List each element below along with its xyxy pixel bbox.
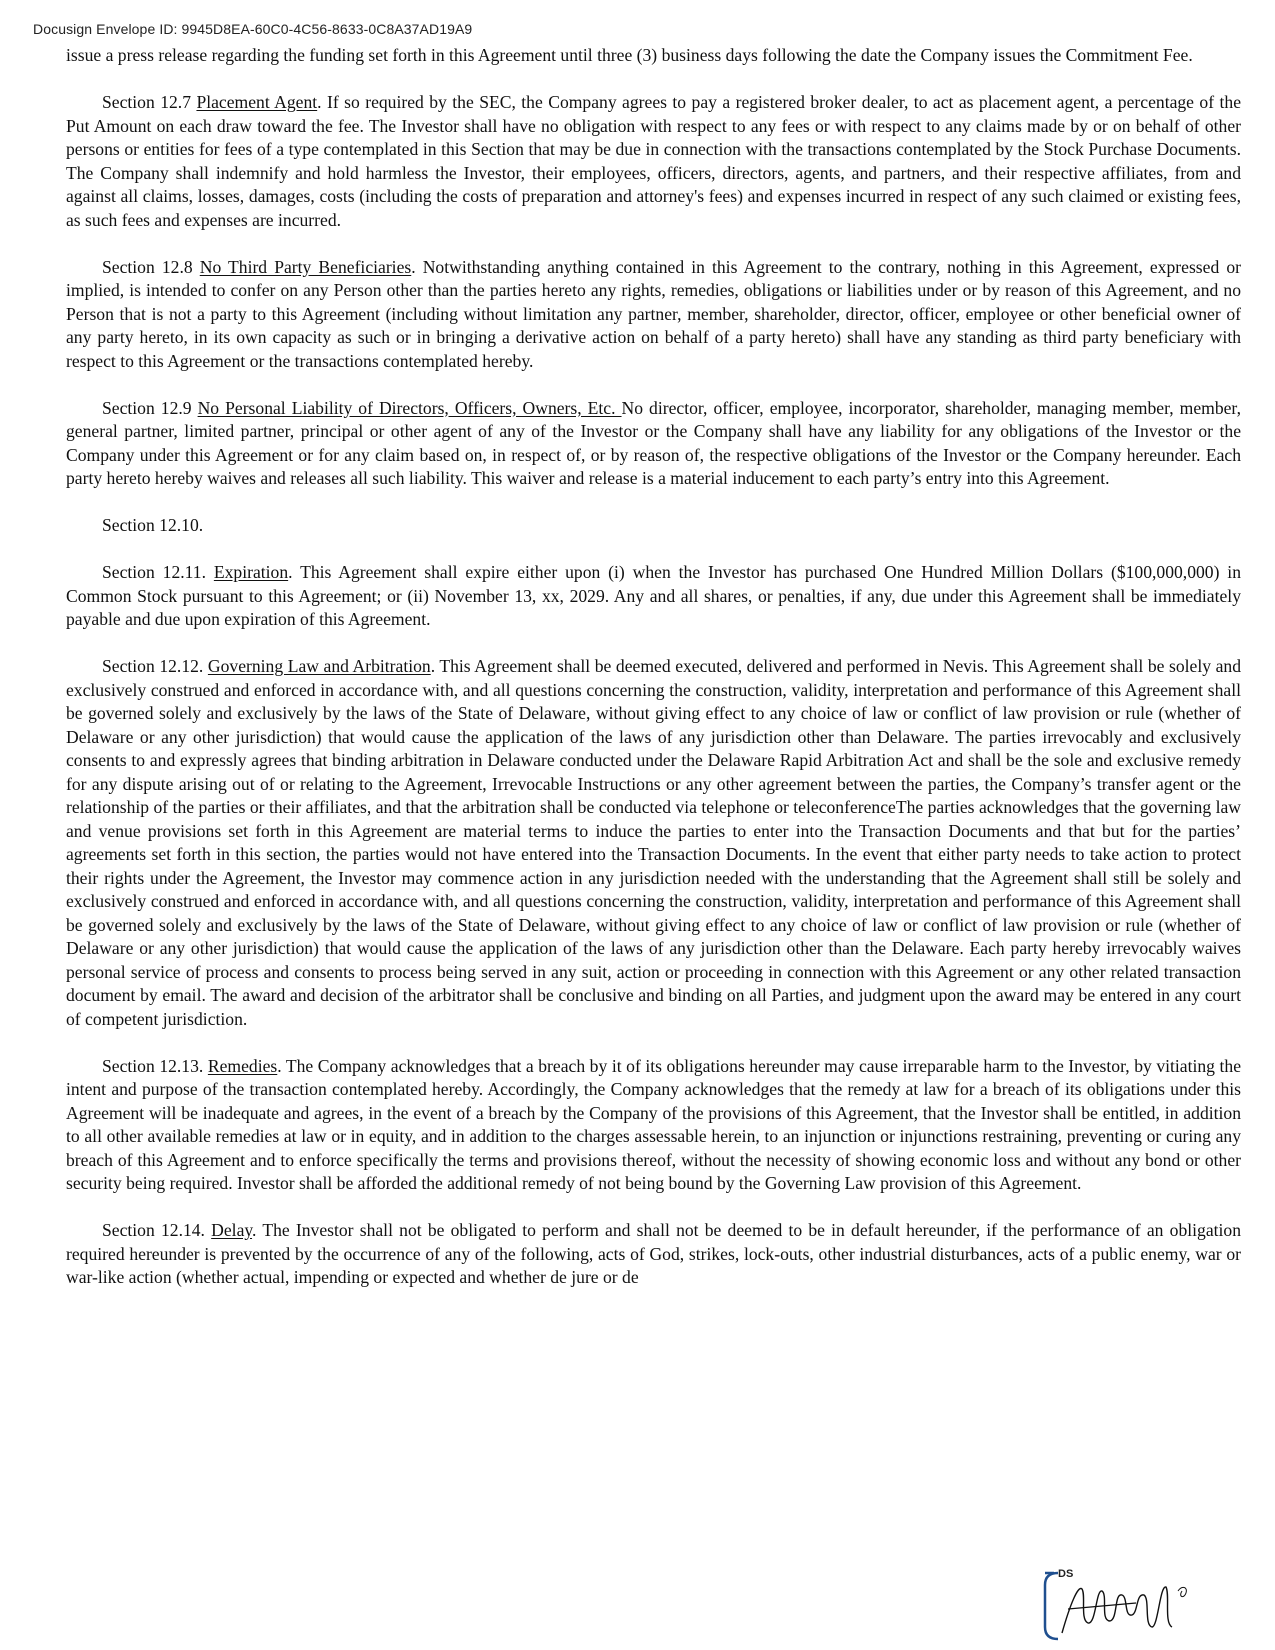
section-title: No Third Party Beneficiaries [199, 256, 412, 277]
section-12-10 [66, 514, 1241, 538]
section-title: Delay [211, 1220, 253, 1240]
signature-scribble [1062, 1587, 1172, 1633]
section-body: . If so required by the SEC, the Company agrees to pay a registered broker dealer, to act as placement agent, a percentage of the Put Amount on each draw toward the fee. The Investor shall have no obligation with respect to any fees or with respect to any claims made by or on behalf of other persons or entities for fees of a type contemplated in this Section that may be due in connection with the transactions contemplated by the Stock Purchase Documents. The Company shall indemnify and hold harmless the Investor, their employees, officers, directors, agents, and partners, and their respective affiliates, from and against all claims, losses, damages, costs (including the costs of preparation and attorney's fees) and expenses incurred in respect of any such claimed or existing fees, as such fees and expenses are incurred. [66, 92, 1241, 230]
section-number: Section 12.7 [102, 92, 191, 112]
section-12-7 [66, 91, 1241, 232]
section-12-13 [66, 1055, 1241, 1196]
section-number: Section 12.10. [102, 515, 204, 535]
section-12-12 [66, 655, 1241, 1031]
section-number: Section 12.9 [102, 397, 192, 418]
section-body: . This Agreement shall expire either upon (i) when the Investor has purchased One Hundred Million Dollars ($100,000,000) in Common Stock pursuant to this Agreement; or (ii) November 13, xx, 2029. Any and all shares, or penalties, if any, due under this Agreement shall be immediately payable and due upon expiration of this Agreement. [66, 562, 1241, 629]
signature-ds-label: DS [1058, 1568, 1074, 1580]
section-12-11 [66, 561, 1241, 632]
section-body: . This Agreement shall be deemed executed, delivered and performed in Nevis. This Agreement shall be solely and exclusively construed and enforced in accordance with, and all questions concerning the construction, validity, interpretation and performance of this Agreement shall be governed solely and exclusively by the laws of the State of Delaware, without giving effect to any choice of law or conflict of law provision or rule (whether of Delaware or any other jurisdiction) that would cause the application of the laws of any jurisdiction other than Delaware. The parties irrevocably and exclusively consents to and expressly agrees that binding arbitration in Delaware conducted under the Delaware Rapid Arbitration Act and shall be the sole and exclusive remedy for any dispute arising out of or relating to the Agreement, Irrevocable Instructions or any other agreement between the parties, the Company’s transfer agent or the relationship of the parties or their affiliates, and that the arbitration shall be conducted via telephone or teleconferenceThe parties acknowledges that the governing law and venue provisions set forth in this Agreement are material terms to induce the parties to enter into the Transaction Documents and that but for the parties’ agreements set forth in this section, the parties would not have entered into the Transaction Documents. In the event that either party needs to take action to protect their rights under the Agreement, the Investor may commence action in any jurisdiction needed with the understanding that the Agreement shall still be solely and exclusively construed and enforced in accordance with, and all questions concerning the construction, validity, interpretation and performance of this Agreement shall be governed solely and exclusively by the laws of the State of Delaware, without giving effect to any choice of law or conflict of law provision or rule (whether of Delaware or any other jurisdiction) that would cause the application of the laws of any jurisdiction other than the Delaware. Each party hereby irrevocably waives personal service of process and consents to process being served in any suit, action or proceeding in connection with this Agreement or any other related transaction document by email. The award and decision of the arbitrator shall be conclusive and binding on all Parties, and judgment upon the award may be entered in any court of competent jurisdiction. [66, 656, 1241, 1029]
section-title: Remedies [207, 1055, 278, 1076]
section-body: . Notwithstanding anything contained in this Agreement to the contrary, nothing in this Agreement, expressed or implied, is intended to confer on any Person other than the parties hereto any rights, remedies, obligations or liabilities under or by reason of this Agreement, and no Person that is not a party to this Agreement (including without limitation any partner, member, shareholder, director, officer, employee or other beneficial owner of any party hereto, in its own capacity as such or in bringing a derivative action on behalf of a party hereto) shall have any standing as third party beneficiary with respect to this Agreement or the transactions contemplated hereby. [66, 256, 1241, 371]
section-12-14 [66, 1219, 1241, 1290]
section-body: No director, officer, employee, incorporator, shareholder, managing member, member, general partner, limited partner, principal or other agent of any of the Investor or the Company shall have any liability for any obligations of the Investor or the Company under this Agreement or for any claim based on, in respect of, or by reason of, the respective obligations of the Investor or the Company hereunder. Each party hereto hereby waives and releases all such liability. This waiver and release is a material inducement to each party’s entry into this Agreement. [66, 397, 1241, 488]
docusign-envelope-id: Docusign Envelope ID: 9945D8EA-60C0-4C56-8633-0C8A37AD19A9 [33, 21, 473, 37]
section-title: Governing Law and Arbitration [207, 656, 431, 676]
signature-graphic [1040, 1565, 1210, 1645]
section-body: . The Company acknowledges that a breach by it of its obligations hereunder may cause irreparable harm to the Investor, by vitiating the intent and purpose of the transaction contemplated hereby. Accordingly, the Company acknowledges that the remedy at law for a breach of its obligations under this Agreement will be inadequate and agrees, in the event of a breach by the Company of the provisions of this Agreement, that the Investor shall be entitled, in addition to all other available remedies at law or in equity, and in addition to the charges assessable herein, to an injunction or injunctions restraining, preventing or curing any breach of this Agreement and to enforce specifically the terms and provisions thereof, without the necessity of showing economic loss and without any bond or other security being required. Investor shall be afforded the additional remedy of not being bound by the Governing Law provision of this Agreement. [66, 1055, 1242, 1193]
section-number: Section 12.13. [102, 1055, 204, 1076]
section-number: Section 12.14. [102, 1220, 205, 1240]
signature-bracket [1045, 1573, 1058, 1639]
section-number: Section 12.8 [102, 256, 193, 277]
document-body [66, 44, 1241, 1313]
section-number: Section 12.12. [102, 656, 204, 676]
section-title: Expiration [213, 562, 289, 582]
section-12-8 [66, 256, 1241, 374]
signature-flourish [1178, 1587, 1186, 1596]
intro-paragraph: issue a press release regarding the funding set forth in this Agreement until three (3) business days following the date the Company issues the Commitment Fee. [66, 45, 1193, 65]
section-12-9 [66, 397, 1241, 491]
section-title: Placement Agent [196, 92, 318, 112]
section-body: . The Investor shall not be obligated to perform and shall not be deemed to be in default hereunder, if the performance of an obligation required hereunder is prevented by the occurrence of any of the following, acts of God, strikes, lock-outs, other industrial disturbances, acts of a public enemy, war or war-like action (whether actual, impending or expected and whether de jure or de [66, 1220, 1242, 1287]
section-title: No Personal Liability of Directors, Officers, Owners, Etc. [197, 397, 622, 418]
docusign-initials-stamp [1040, 1565, 1210, 1645]
section-number: Section 12.11. [102, 562, 206, 582]
